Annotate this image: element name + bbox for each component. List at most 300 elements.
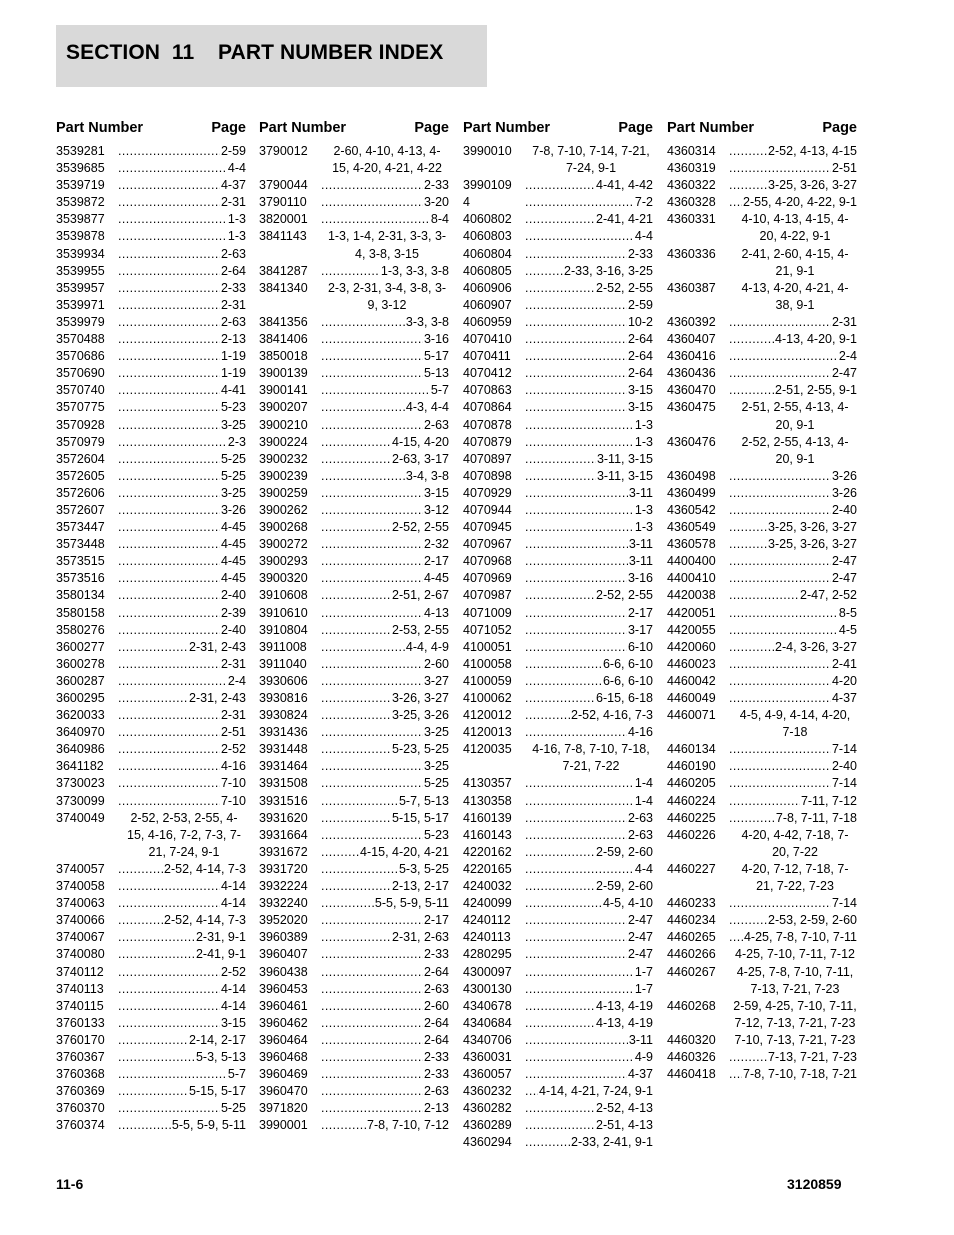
dot-leader — [729, 468, 831, 485]
page-refs: 7-2 — [634, 195, 653, 210]
dot-leader — [118, 143, 220, 160]
index-row — [463, 878, 653, 895]
part-number: 3931464 — [259, 759, 308, 774]
index-row — [259, 707, 449, 724]
dot-leader — [321, 1066, 423, 1083]
index-row — [667, 502, 857, 519]
index-row — [463, 297, 653, 314]
page-cell — [525, 656, 653, 673]
page-refs: 3-25, 3-26, 3-27 — [768, 520, 857, 535]
page-cell — [321, 1049, 449, 1066]
page-refs: 4-13 — [423, 605, 449, 620]
page-heading: Page — [618, 120, 653, 136]
index-row — [463, 1083, 653, 1100]
part-number-heading: Part Number — [56, 120, 144, 136]
page-cell — [525, 399, 653, 416]
page-cell — [118, 998, 246, 1015]
page-refs: 3-25, 3-26 — [392, 708, 449, 723]
dot-leader — [729, 775, 831, 792]
index-rows — [259, 143, 449, 1134]
dot-leader — [321, 382, 430, 399]
page-refs: 2-32 — [423, 537, 449, 552]
page-refs: 2-13 — [423, 1101, 449, 1116]
page-refs: 3-11 — [628, 554, 653, 569]
index-row — [259, 365, 449, 382]
index-row — [463, 912, 653, 929]
index-row — [56, 228, 246, 245]
dot-leader — [118, 468, 220, 485]
index-row — [56, 1066, 246, 1083]
dot-leader — [729, 793, 800, 810]
page-refs: 1-4 — [634, 776, 653, 791]
part-number: 3539957 — [56, 280, 105, 295]
page-cell — [118, 895, 246, 912]
page-refs: 3-25 — [423, 725, 449, 740]
page-cell — [321, 451, 449, 468]
page-cell — [321, 1066, 449, 1083]
index-row — [667, 741, 857, 758]
page-cell — [118, 981, 246, 998]
index-row — [56, 707, 246, 724]
page-refs: 2-63 — [627, 810, 653, 825]
part-number: 4130358 — [463, 793, 512, 808]
index-row — [463, 536, 653, 553]
index-row — [259, 964, 449, 981]
page-refs: 2-41, 9-1 — [195, 947, 246, 962]
page-refs: 2-64 — [423, 964, 449, 979]
page-refs: 4-16, 7-8, 7-10, 7-18, 7-21, 7-22 — [532, 742, 650, 774]
page-cell — [118, 1032, 246, 1049]
column-header — [667, 119, 857, 143]
dot-leader — [118, 878, 220, 895]
page-refs: 2-52, 4-13 — [596, 1101, 653, 1116]
part-number: 3790012 — [259, 144, 308, 158]
page-refs: 2-52, 4-16, 7-3 — [571, 708, 653, 723]
page-refs: 3-15 — [423, 485, 449, 500]
page-cell — [118, 639, 246, 656]
page-cell — [525, 246, 653, 263]
part-number: 4070929 — [463, 485, 512, 500]
dot-leader — [525, 434, 634, 451]
dot-leader — [525, 724, 627, 741]
dot-leader — [321, 707, 391, 724]
page-cell — [321, 946, 449, 963]
page-cell — [525, 861, 653, 878]
part-number: 3850018 — [259, 349, 308, 364]
page-refs: 1-7 — [634, 964, 653, 979]
dot-leader — [321, 1049, 423, 1066]
dot-leader — [525, 1032, 628, 1049]
page-refs: 4-41 — [220, 383, 246, 398]
part-number: 3820001 — [259, 212, 308, 227]
index-row — [667, 399, 857, 433]
page-refs: 2-64 — [220, 263, 246, 278]
dot-leader — [525, 1049, 634, 1066]
page-cell — [321, 673, 449, 690]
part-number: 3572604 — [56, 451, 105, 466]
part-number: 3730023 — [56, 776, 105, 791]
dot-leader — [525, 793, 634, 810]
dot-leader — [525, 211, 595, 228]
page-cell — [118, 536, 246, 553]
page-cell — [729, 160, 857, 177]
page-refs: 3-25 — [423, 759, 449, 774]
page-cell — [118, 622, 246, 639]
part-number-heading: Part Number — [259, 120, 347, 136]
page-refs: 5-3, 5-13 — [195, 1049, 246, 1064]
page-refs: 3-4, 3-8 — [405, 468, 449, 483]
index-row — [56, 382, 246, 399]
page-cell — [729, 758, 857, 775]
part-number: 4240112 — [463, 913, 511, 928]
page-cell — [525, 1049, 653, 1066]
dot-leader — [729, 690, 831, 707]
page-cell — [525, 946, 653, 963]
page-cell — [321, 929, 449, 946]
page-refs: 2-51, 2-55, 9-1 — [775, 383, 857, 398]
page-cell — [525, 228, 653, 245]
dot-leader — [321, 775, 423, 792]
page-refs: 6-6, 6-10 — [602, 673, 653, 688]
part-number: 4360498 — [667, 468, 716, 483]
index-row — [667, 827, 857, 861]
index-row — [259, 587, 449, 604]
page-refs: 2-52, 4-13, 4-15 — [768, 144, 857, 158]
index-row — [56, 1049, 246, 1066]
page-cell — [321, 1083, 449, 1100]
part-number: 3960438 — [259, 964, 308, 979]
page-cell — [118, 1015, 246, 1032]
part-number: 3960469 — [259, 1067, 308, 1082]
index-row — [56, 690, 246, 707]
page-refs: 4-10, 4-13, 4-15, 4-20, 4-22, 9-1 — [741, 212, 849, 244]
index-row — [259, 382, 449, 399]
index-row — [259, 194, 449, 211]
index-row — [259, 878, 449, 895]
page-cell — [118, 724, 246, 741]
index-row — [56, 639, 246, 656]
page-refs: 2-31 — [220, 708, 246, 723]
part-number: 3539934 — [56, 246, 105, 261]
page-refs: 8-4 — [430, 212, 449, 227]
page-refs: 1-3 — [634, 434, 653, 449]
part-number: 3931508 — [259, 776, 308, 791]
column-header — [259, 119, 449, 143]
page-cell — [321, 502, 449, 519]
dot-leader — [118, 1032, 188, 1049]
part-number: 4120012 — [463, 708, 512, 723]
index-column-2 — [259, 119, 449, 1134]
dot-leader — [118, 673, 227, 690]
part-number: 4360314 — [667, 144, 716, 158]
page-cell — [118, 519, 246, 536]
part-number: 3572606 — [56, 485, 105, 500]
index-row — [56, 656, 246, 673]
page-cell — [321, 434, 449, 451]
part-number: 3573447 — [56, 520, 105, 535]
dot-leader — [525, 861, 634, 878]
dot-leader — [118, 605, 220, 622]
page-cell — [118, 160, 246, 177]
page-cell — [525, 605, 653, 622]
index-row — [667, 810, 857, 827]
page-refs: 2-51, 2-55, 4-13, 4-20, 9-1 — [741, 400, 849, 432]
dot-leader — [118, 451, 220, 468]
part-number: 4460267 — [667, 964, 716, 979]
dot-leader — [729, 912, 767, 929]
part-number: 4360328 — [667, 195, 716, 210]
page-cell — [321, 485, 449, 502]
dot-leader — [321, 964, 423, 981]
part-number: 4420055 — [667, 622, 716, 637]
index-row — [463, 451, 653, 468]
index-row — [259, 895, 449, 912]
index-row — [56, 1083, 246, 1100]
part-number: 4240113 — [463, 930, 511, 945]
page-refs: 3-15 — [627, 383, 653, 398]
part-number: 3539878 — [56, 229, 105, 244]
page-cell — [525, 382, 653, 399]
index-row — [463, 622, 653, 639]
index-row — [56, 895, 246, 912]
page-refs: 2-31, 2-43 — [189, 639, 246, 654]
dot-leader — [118, 946, 195, 963]
index-row — [667, 946, 857, 963]
part-number: 4360476 — [667, 434, 716, 449]
part-number: 4070864 — [463, 400, 512, 415]
index-row — [463, 417, 653, 434]
page-refs: 5-3, 5-25 — [398, 861, 449, 876]
part-number: 4060804 — [463, 246, 512, 261]
part-number: 4160143 — [463, 827, 512, 842]
page-cell — [321, 998, 449, 1015]
page-cell — [729, 587, 857, 604]
page-refs: 7-10 — [220, 793, 246, 808]
page-refs: 2-64 — [627, 349, 653, 364]
page-cell — [525, 536, 653, 553]
page-cell — [525, 810, 653, 827]
page-refs: 3-26, 3-27 — [392, 691, 449, 705]
index-row — [463, 280, 653, 297]
index-row — [463, 348, 653, 365]
dot-leader — [525, 639, 627, 656]
page-cell — [118, 228, 246, 245]
part-number: 3931720 — [259, 861, 308, 876]
part-number: 4400400 — [667, 554, 716, 569]
part-number: 3740058 — [56, 879, 105, 894]
index-row — [259, 741, 449, 758]
dot-leader — [525, 382, 627, 399]
page-cell — [321, 724, 449, 741]
index-row — [56, 553, 246, 570]
dot-leader — [321, 263, 380, 280]
part-number: 3900272 — [259, 537, 308, 552]
dot-leader — [118, 1049, 195, 1066]
index-row — [56, 434, 246, 451]
part-number: 4300130 — [463, 981, 512, 996]
index-row — [667, 895, 857, 912]
page-refs: 2-60 — [423, 998, 449, 1013]
dot-leader — [118, 519, 220, 536]
page-cell — [525, 468, 653, 485]
dot-leader — [321, 570, 423, 587]
index-row — [56, 622, 246, 639]
part-number: 3539719 — [56, 178, 105, 193]
part-number: 3539877 — [56, 212, 105, 227]
dot-leader — [525, 912, 627, 929]
dot-leader — [525, 1100, 595, 1117]
page-refs: 2-59, 2-60 — [596, 844, 653, 859]
index-row — [667, 793, 857, 810]
part-number: 3841406 — [259, 332, 308, 347]
part-number: 4070878 — [463, 417, 512, 432]
index-row — [667, 1032, 857, 1049]
dot-leader — [729, 605, 838, 622]
page-refs: 2-47 — [627, 913, 653, 928]
page-cell — [525, 211, 653, 228]
dot-leader — [321, 946, 423, 963]
page-refs: 7-10, 7-13, 7-21, 7-23 — [734, 1032, 856, 1047]
page-cell — [729, 331, 857, 348]
page-refs: 1-3, 3-3, 3-8 — [380, 263, 449, 278]
part-number: 3931436 — [259, 725, 308, 740]
index-row — [463, 981, 653, 998]
index-row — [463, 827, 653, 844]
dot-leader — [321, 485, 423, 502]
part-number: 4360322 — [667, 178, 716, 193]
dot-leader — [118, 297, 220, 314]
part-number: 3960468 — [259, 1049, 308, 1064]
page-refs: 6-6, 6-10 — [602, 656, 653, 671]
page-cell — [525, 553, 653, 570]
page-refs: 2-52, 2-55 — [392, 520, 449, 535]
part-number: 4060907 — [463, 297, 512, 312]
part-number-heading: Part Number — [667, 120, 755, 136]
dot-leader — [729, 895, 831, 912]
dot-leader — [729, 1049, 767, 1066]
part-number: 3790044 — [259, 178, 308, 193]
index-row — [667, 912, 857, 929]
page-refs: 4-4, 4-9 — [405, 639, 449, 654]
index-rows — [667, 143, 857, 1083]
page-refs: 3-11, 3-15 — [596, 451, 653, 466]
part-number: 4070412 — [463, 366, 512, 381]
part-number: 3580276 — [56, 622, 105, 637]
dot-leader — [321, 758, 423, 775]
index-row — [56, 365, 246, 382]
dot-leader — [729, 587, 799, 604]
page-refs: 4-14 — [220, 879, 246, 894]
dot-leader — [525, 536, 628, 553]
index-row — [56, 1015, 246, 1032]
page-refs: 5-15, 5-17 — [392, 810, 449, 825]
page-refs: 4-4 — [227, 161, 246, 176]
part-number: 3971820 — [259, 1101, 308, 1116]
index-row — [667, 177, 857, 194]
dot-leader — [118, 639, 188, 656]
dot-leader — [729, 365, 831, 382]
index-row — [259, 263, 449, 280]
page-cell — [729, 605, 857, 622]
page-cell — [525, 690, 653, 707]
part-number: 3900207 — [259, 400, 308, 415]
page-heading: Page — [211, 120, 246, 136]
part-number: 4360578 — [667, 537, 716, 552]
index-row — [56, 946, 246, 963]
index-row — [667, 861, 857, 895]
part-number: 3931672 — [259, 844, 308, 859]
dot-leader — [118, 587, 220, 604]
page-cell — [321, 331, 449, 348]
part-number: 3580134 — [56, 588, 105, 603]
page-refs: 4-9 — [634, 1049, 653, 1064]
dot-leader — [118, 758, 220, 775]
page-refs: 4-3, 4-4 — [405, 400, 449, 415]
part-number: 3740063 — [56, 896, 105, 911]
page-cell — [118, 485, 246, 502]
index-row — [259, 570, 449, 587]
index-row — [463, 468, 653, 485]
part-number: 3600287 — [56, 673, 105, 688]
index-row — [667, 553, 857, 570]
dot-leader — [118, 177, 220, 194]
index-row — [259, 211, 449, 228]
index-row — [56, 1032, 246, 1049]
page-refs: 2-17 — [423, 913, 449, 928]
dot-leader — [321, 331, 423, 348]
part-number: 4460225 — [667, 810, 716, 825]
dot-leader — [525, 263, 563, 280]
dot-leader — [729, 570, 831, 587]
part-number: 4060805 — [463, 263, 512, 278]
dot-leader — [525, 1083, 538, 1100]
index-row — [56, 280, 246, 297]
page-cell — [118, 1049, 246, 1066]
index-row — [463, 775, 653, 792]
part-number: 3740049 — [56, 810, 105, 825]
page-refs: 4-45 — [220, 537, 246, 552]
page-cell — [321, 793, 449, 810]
dot-leader — [118, 194, 220, 211]
part-number: 4060802 — [463, 212, 512, 227]
index-row — [259, 998, 449, 1015]
page-refs: 6-10 — [627, 639, 653, 654]
dot-leader — [321, 211, 430, 228]
page-cell — [118, 775, 246, 792]
part-number: 4460042 — [667, 673, 716, 688]
page-refs: 2-51 — [220, 725, 246, 740]
dot-leader — [118, 724, 220, 741]
part-number: 3572605 — [56, 468, 105, 483]
dot-leader — [525, 656, 602, 673]
part-number: 3960407 — [259, 947, 308, 962]
page-refs: 2-41, 4-21 — [596, 212, 653, 227]
page-refs: 5-7, 5-13 — [398, 793, 449, 808]
part-number: 4360416 — [667, 349, 716, 364]
dot-leader — [321, 451, 391, 468]
index-row — [463, 399, 653, 416]
dot-leader — [729, 622, 838, 639]
dot-leader — [321, 861, 398, 878]
section-title: SECTION 11 PART NUMBER INDEX — [66, 41, 444, 64]
page-refs: 2-51, 4-13 — [596, 1118, 653, 1133]
page-refs: 2-33 — [423, 1067, 449, 1082]
index-row — [463, 263, 653, 280]
page-cell — [321, 741, 449, 758]
index-row — [56, 399, 246, 416]
part-number: 3931516 — [259, 793, 308, 808]
part-number: 4360232 — [463, 1084, 512, 1099]
